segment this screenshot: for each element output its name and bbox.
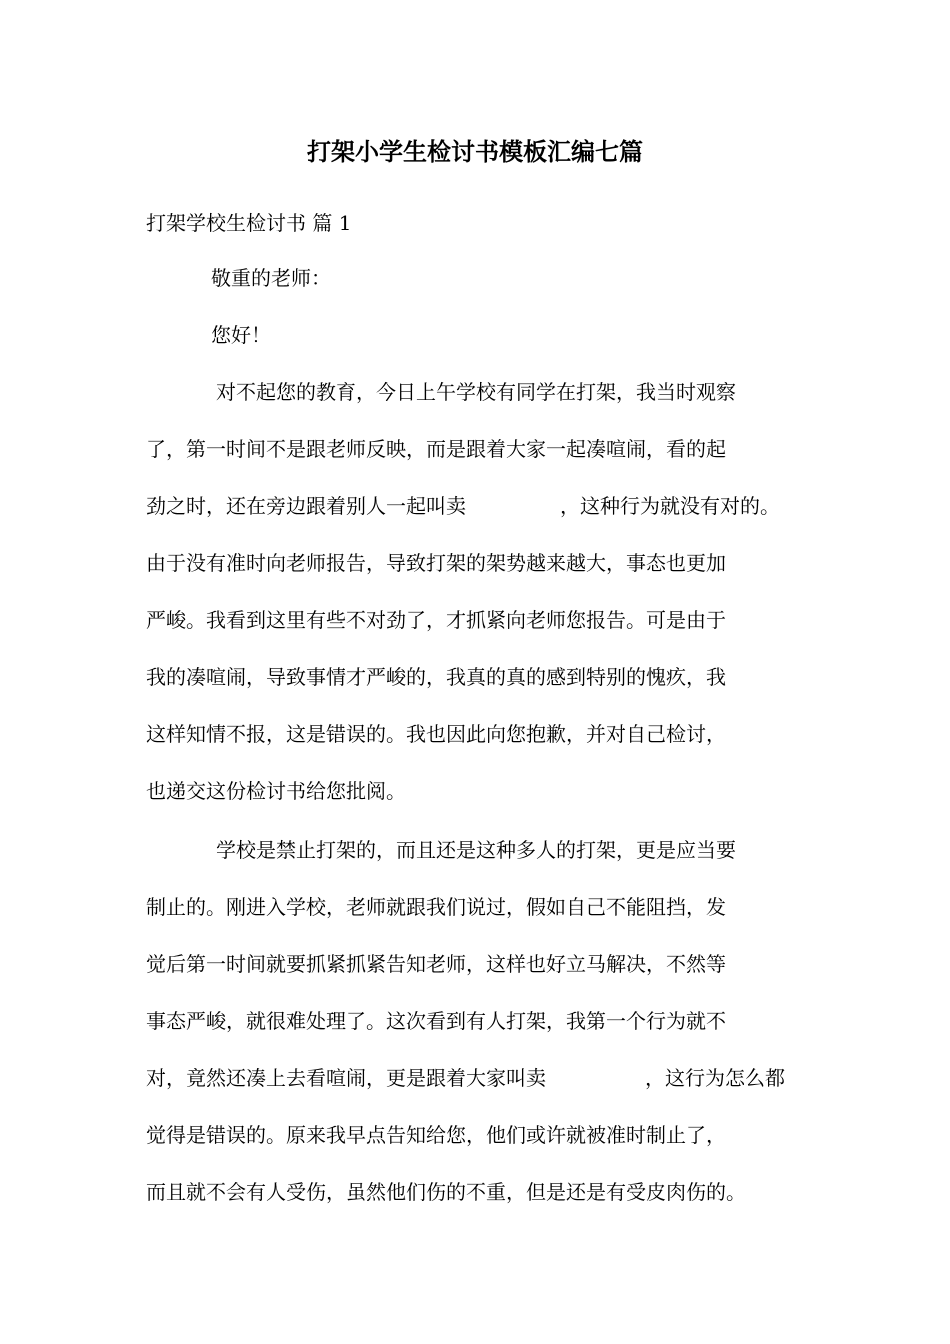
paragraph-line: 也递交这份检讨书给您批阅。 xyxy=(146,779,406,803)
section-heading: 打架学校生检讨书 篇 1 xyxy=(146,211,352,235)
paragraph-line: 劲之时，还在旁边跟着别人一起叫卖 xyxy=(146,494,466,518)
paragraph-line: 对不起您的教育，今日上午学校有同学在打架，我当时观察 xyxy=(216,380,736,404)
paragraph-line: 严峻。我看到这里有些不对劲了，才抓紧向老师您报告。可是由于 xyxy=(146,608,726,632)
paragraph-line-continued: ，这行为怎么都 xyxy=(645,1066,785,1090)
paragraph-line: 事态严峻，就很难处理了。这次看到有人打架，我第一个行为就不 xyxy=(146,1009,726,1033)
greeting: 您好！ xyxy=(211,323,271,347)
paragraph-line: 对，竟然还凑上去看喧闹，更是跟着大家叫卖 xyxy=(146,1066,546,1090)
paragraph-line: 制止的。刚进入学校，老师就跟我们说过，假如自己不能阻挡，发 xyxy=(146,895,726,919)
paragraph-line: 觉得是错误的。原来我早点告知给您，他们或许就被准时制止了， xyxy=(146,1123,726,1147)
paragraph-line: 我的凑喧闹，导致事情才严峻的，我真的真的感到特别的愧疚，我 xyxy=(146,665,726,689)
paragraph-line-continued: ，这种行为就没有对的。 xyxy=(560,494,780,518)
document-title: 打架小学生检讨书模板汇编七篇 xyxy=(307,137,643,166)
salutation: 敬重的老师： xyxy=(211,266,331,290)
paragraph-line: 觉后第一时间就要抓紧抓紧告知老师，这样也好立马解决，不然等 xyxy=(146,952,726,976)
paragraph-line: 了，第一时间不是跟老师反映，而是跟着大家一起凑喧闹，看的起 xyxy=(146,437,726,461)
paragraph-line: 而且就不会有人受伤，虽然他们伤的不重，但是还是有受皮肉伤的。 xyxy=(146,1180,746,1204)
paragraph-line: 由于没有准时向老师报告，导致打架的架势越来越大，事态也更加 xyxy=(146,551,726,575)
paragraph-line: 这样知情不报，这是错误的。我也因此向您抱歉，并对自己检讨， xyxy=(146,722,726,746)
paragraph-line: 学校是禁止打架的，而且还是这种多人的打架，更是应当要 xyxy=(216,838,736,862)
